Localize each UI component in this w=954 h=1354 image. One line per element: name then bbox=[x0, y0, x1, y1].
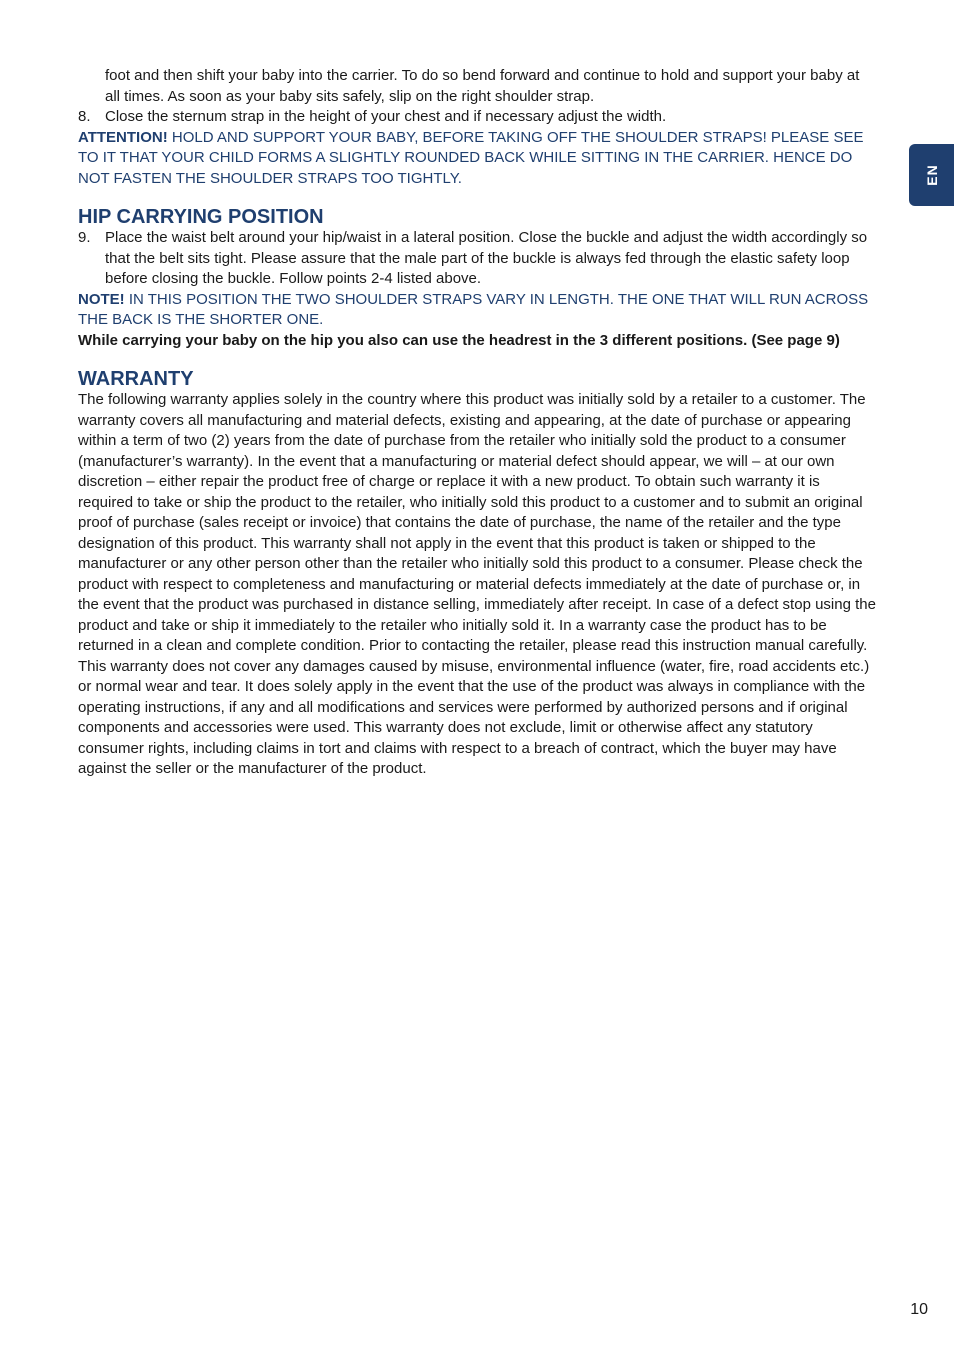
warranty-text: The following warranty applies solely in the country where this product was initially sold by a retailer to a customer. The warranty covers all manufacturing and material defects, existing and appearing, at the date of purchase or appearing within a term of two (2) years from the date of purchase from the retailer who initially sold the product to a consumer (manufacturer’s warranty). In the event that a manufacturing or material defect should appear, we will – at our own discretion – either repair the product free of charge or replace it with a new product. To obtain such warranty it is required to take or ship the product to the retailer, who initially sold this product to a customer and to submit an original proof of purchase (sales receipt or invoice) that contains the date of purchase, the name of the retailer and the type designation of this product. This warranty shall not apply in the event that this product is taken or shipped to the manufacturer or any other person other than the retailer who initially sold this product to a consumer. Please check the product with respect to completeness and manufacturing or material defects immediately at the date of purchase or, in the event that the product was purchased in distance selling, immediately after receipt. In case of a defect stop using the product and take or ship it immediately to the retailer who initially sold it. In a warranty case the product has to be returned in a clean and complete condition. Prior to contacting the retailer, please read this instruction manual carefully. This warranty does not cover any damages caused by misuse, environmental influence (water, fire, road accidents etc.) or normal wear and tear. It does solely apply in the event that the use of the product was always in compliance with the operating instructions, if any and all modifications and services were performed by authorized persons and if original components and accessories were used. This warranty does not exclude, limit or otherwise affect any statutory consumer rights, including claims in tort and claims with respect to a breach of contract, which the buyer may have against the seller or the manufacturer of the product. bbox=[78, 391, 876, 777]
language-tab bbox=[909, 144, 954, 206]
warranty-heading: WARRANTY bbox=[78, 368, 194, 390]
step-9-text: Place the waist belt around your hip/waist in a lateral position. Close the buckle and adjust the width accordingly so that the belt sits tight. Please assure that the male part of the buckle is always fed through the elastic safety loop before closing the buckle. Follow points 2-4 listed above. bbox=[105, 229, 868, 287]
hip-carrying-heading: HIP CARRYING POSITION bbox=[78, 206, 324, 228]
step-9 bbox=[78, 228, 878, 290]
language-tab-label: EN bbox=[923, 164, 940, 186]
step-8 bbox=[78, 107, 878, 128]
note-lead: NOTE! bbox=[78, 290, 125, 308]
step-8-text: Close the sternum strap in the height of your chest and if necessary adjust the width. bbox=[105, 108, 667, 125]
attention-notice bbox=[78, 128, 878, 190]
headrest-note: While carrying your baby on the hip you also can use the headrest in the 3 different positions. (See page 9) bbox=[78, 331, 840, 349]
note-text: IN THIS POSITION THE TWO SHOULDER STRAPS VARY IN LENGTH. THE ONE THAT WILL RUN ACROSS THE BACK IS THE SHORTER ONE. bbox=[78, 290, 869, 328]
step-8-number: 8. bbox=[78, 108, 91, 125]
step7-continuation: foot and then shift your baby into the carrier. To do so bend forward and continue to hold and support your baby at all times. As soon as your baby sits safely, slip on the right shoulder strap. bbox=[105, 67, 860, 105]
attention-text: HOLD AND SUPPORT YOUR BABY, BEFORE TAKING OFF THE SHOULDER STRAPS! PLEASE SEE TO IT THAT YOUR CHILD FORMS A SLIGHTLY ROUNDED BACK WHILE SITTING IN THE CARRIER. HENCE DO NOT FASTEN THE SHOULDER STRAPS TOO TIGHTLY. bbox=[78, 128, 864, 187]
attention-lead: ATTENTION! bbox=[78, 128, 168, 146]
step-9-number: 9. bbox=[78, 229, 91, 246]
hip-note bbox=[78, 290, 878, 331]
page-content bbox=[78, 66, 878, 780]
page-number: 10 bbox=[910, 1301, 928, 1318]
